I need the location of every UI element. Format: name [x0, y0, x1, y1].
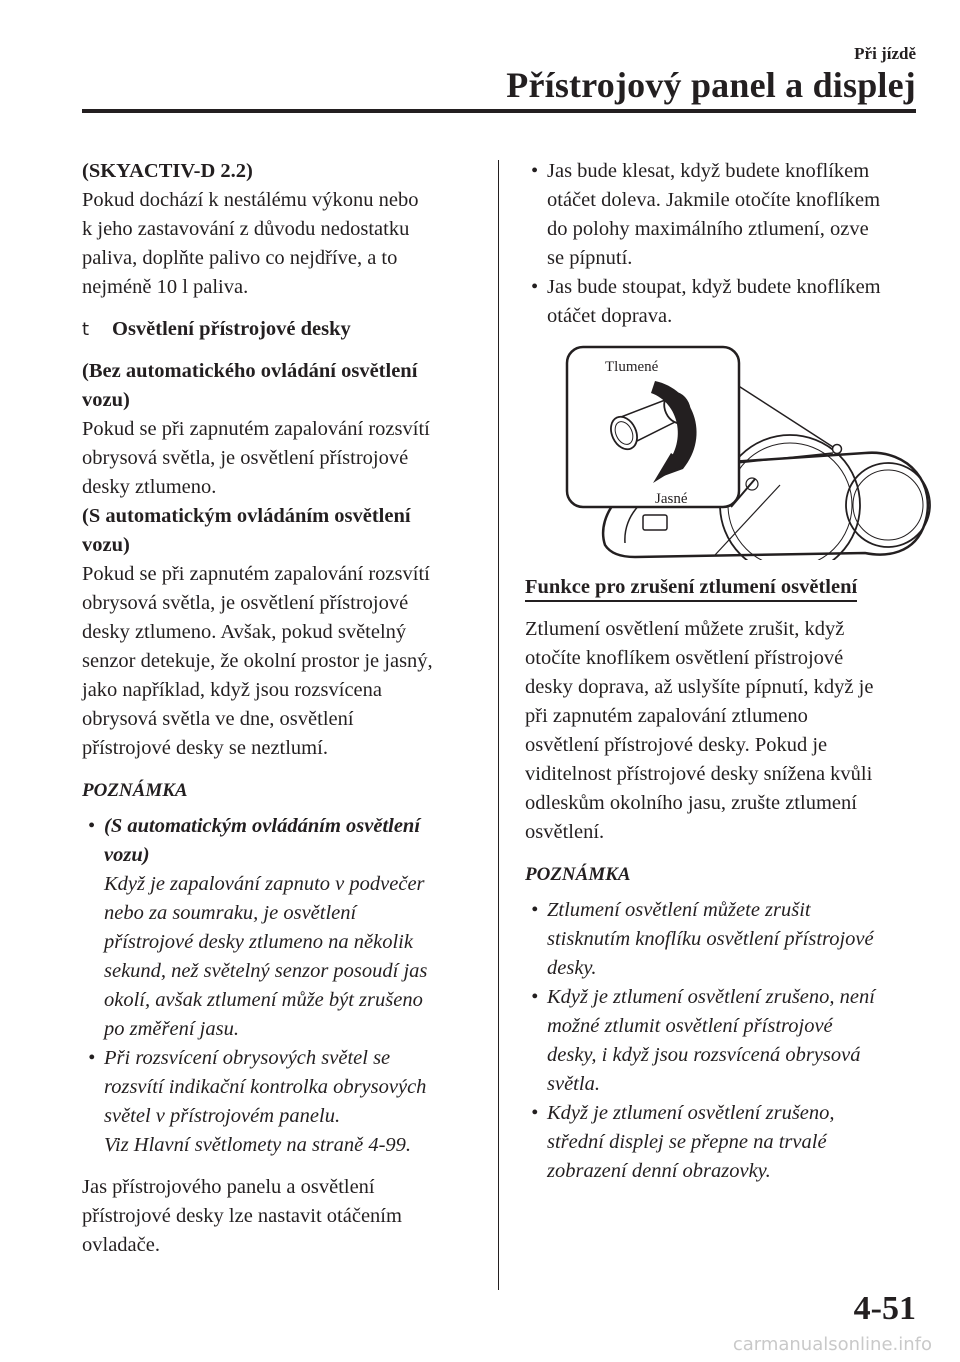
note-item: • Při rozsvícení obrysových světel se rozsvítí indikační kontrolka obrysových světel v přístrojovém panelu. Viz Hlavní světlomety na straně 4-99. — [82, 1044, 482, 1160]
watermark: carmanualsonline.info — [732, 1334, 932, 1355]
note-item: • Když je ztlumení osvětlení zrušeno, střední displej se přepne na trvalé zobrazení denní obrazovky. — [525, 1099, 920, 1186]
bullet-icon: • — [88, 1047, 96, 1069]
dimmer-knob-illustration — [565, 345, 935, 560]
note-title: POZNÁMKA — [525, 864, 631, 885]
subheading-without-auto-light: (Bez automatického ovládání osvětlení vozu) — [82, 360, 418, 411]
section-marker: t — [82, 319, 90, 340]
bullet-icon: • — [531, 986, 539, 1008]
note-item: • Ztlumení osvětlení můžete zrušit stisknutím knoflíku osvětlení přístrojové desky. — [525, 896, 920, 983]
label-dimmed: Tlumené — [605, 359, 659, 375]
note-item: • (S automatickým ovládáním osvětlení vozu) Když je zapalování zapnuto v podvečer nebo za soumraku, je osvětlení přístrojové desky ztlumeno na několik sekund, než světelný senzor posoudí jas okolí, avšak ztlumení může být zrušeno po změření jasu. — [82, 812, 482, 1044]
left-column — [82, 157, 482, 1260]
bullet-icon: • — [531, 899, 539, 921]
note-title: POZNÁMKA — [82, 780, 188, 801]
paragraph-without-auto-light: Pokud se při zapnutém zapalování rozsvítí obrysová světla, je osvětlení přístrojové desky ztlumeno. — [82, 418, 430, 498]
bullet-icon: • — [88, 815, 96, 837]
page-title: Přístrojový panel a displej — [506, 65, 916, 105]
engine-variant-heading: (SKYACTIV-D 2.2) — [82, 160, 253, 182]
column-divider — [498, 160, 499, 1290]
paragraph-with-auto-light: Pokud se při zapnutém zapalování rozsvítí obrysová světla, je osvětlení přístrojové desky ztlumeno. Avšak, pokud světelný senzor detekuje, že okolní prostor je jasný, jako například, když jsou rozsvícena obrysová světla ve dne, osvětlení přístrojové desky se neztlumí. — [82, 563, 433, 759]
bullet-icon: • — [531, 1102, 539, 1124]
header-section: Při jízdě — [854, 44, 916, 63]
section-heading-dashboard-lighting: t Osvětlení přístrojové desky — [82, 315, 482, 344]
note-item: • Když je ztlumení osvětlení zrušeno, není možné ztlumit osvětlení přístrojové desky, i když jsou rozsvícená obrysová světla. — [525, 983, 920, 1099]
section-heading-cancel-dimming: Funkce pro zrušení ztlumení osvětlení — [525, 573, 920, 602]
right-column — [525, 157, 920, 1186]
fuel-paragraph: Pokud dochází k nestálému výkonu nebo k jeho zastavování z důvodu nedostatku paliva, doplňte palivo co nejdříve, a to nejméně 10 l paliva. — [82, 189, 419, 298]
bullet-icon: • — [531, 276, 539, 298]
page-number: 4-51 — [853, 1290, 916, 1327]
header-rule — [82, 109, 916, 113]
list-item: • Jas bude klesat, když budete knoflíkem otáčet doleva. Jakmile otočíte knoflíkem do polohy maximálního ztlumení, ozve se pípnutí. — [525, 157, 920, 273]
list-item: • Jas bude stoupat, když budete knoflíkem otáčet doprava. — [525, 273, 920, 331]
label-bright: Jasné — [655, 491, 688, 507]
brightness-paragraph: Jas přístrojového panelu a osvětlení přístrojové desky lze nastavit otáčením ovladače. — [82, 1176, 402, 1256]
cross-reference[interactable]: Viz Hlavní světlomety na straně 4-99. — [104, 1134, 412, 1156]
bullet-icon: • — [531, 160, 539, 182]
subheading-with-auto-light: (S automatickým ovládáním osvětlení vozu) — [82, 505, 411, 556]
cancel-dimming-paragraph: Ztlumení osvětlení můžete zrušit, když otočíte knoflíkem osvětlení přístrojové desky doprava, až uslyšíte pípnutí, když je při zapnutém zapalování ztlumeno osvětlení přístrojové desky. Pokud je viditelnost přístrojové desky snížena kvůli odleskům okolního jasu, zrušte ztlumení osvětlení. — [525, 618, 874, 843]
